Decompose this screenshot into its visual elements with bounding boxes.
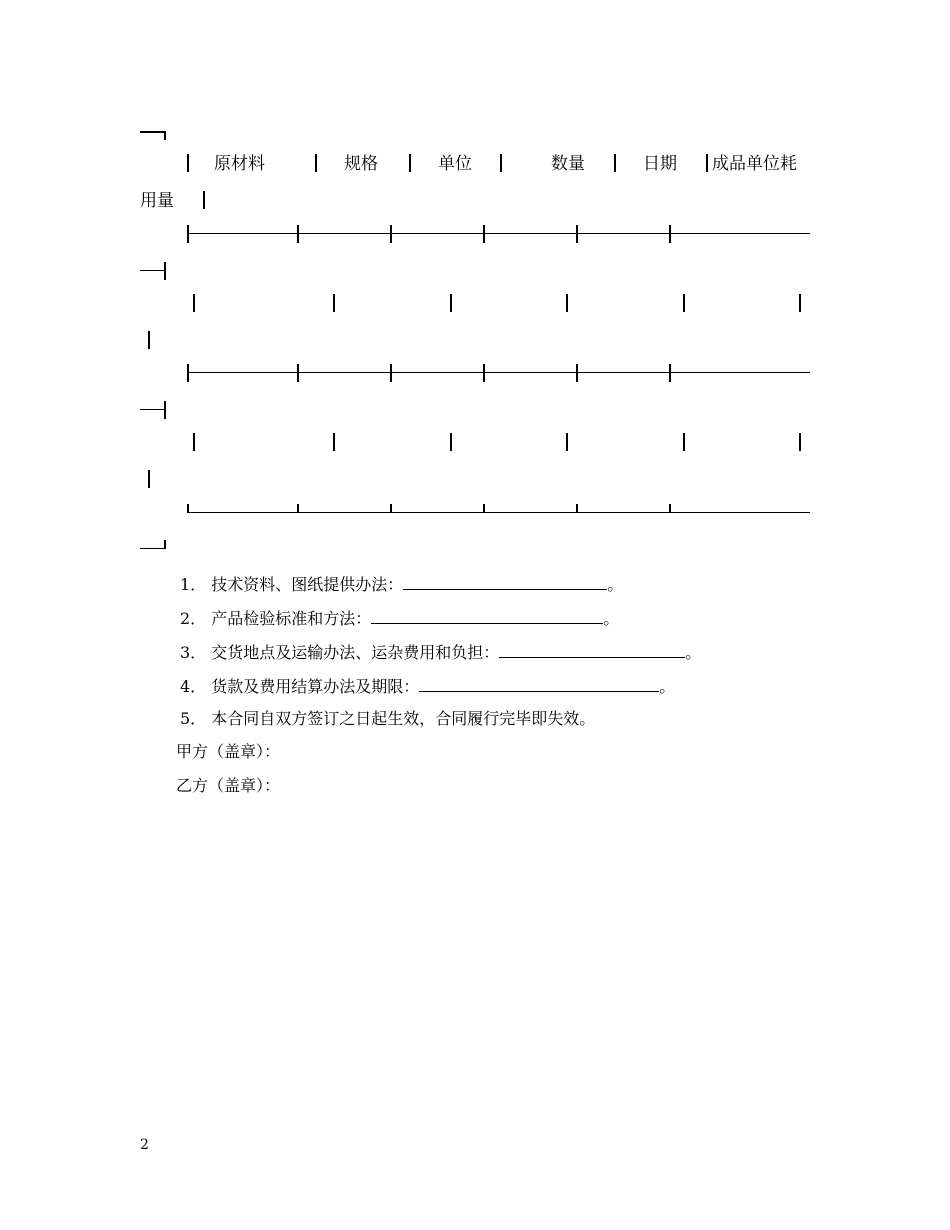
table-cell-border	[297, 364, 299, 382]
header-unit-consumption: 成品单位耗	[712, 154, 797, 174]
table-cell-border	[187, 504, 189, 513]
table-cell-border	[450, 433, 452, 451]
fill-in-blank	[499, 643, 685, 658]
table-cell-border	[333, 294, 335, 312]
table-cell-border	[683, 433, 685, 451]
table-cell-border	[614, 154, 616, 172]
table-cell-border	[390, 225, 392, 243]
clause-number: 2．	[180, 609, 207, 628]
clause-number: 3．	[180, 643, 207, 662]
clause-text: 交货地点及运输办法、运杂费用和负担：	[211, 643, 500, 662]
table-row-separator-wrap	[140, 409, 166, 410]
table-corner-top	[140, 131, 166, 133]
table-cell-border	[148, 331, 150, 349]
signature-party-a: 甲方（盖章）：	[176, 742, 281, 761]
table-cell-border	[315, 154, 317, 172]
table-cell-border	[566, 294, 568, 312]
table-cell-border	[164, 401, 166, 419]
table-cell-border	[203, 191, 205, 209]
table-cell-border	[297, 504, 299, 513]
table-bottom-border-wrap	[140, 548, 166, 549]
table-cell-border	[148, 470, 150, 488]
table-cell-border	[390, 364, 392, 382]
table-cell-border	[187, 154, 189, 172]
clause-text: 货款及费用结算办法及期限：	[211, 677, 420, 696]
table-cell-border	[450, 294, 452, 312]
clause-5	[180, 709, 595, 729]
table-cell-border	[669, 364, 671, 382]
table-cell-border	[390, 504, 392, 513]
table-cell-border	[333, 433, 335, 451]
clause-end: 。	[685, 643, 702, 662]
header-spec: 规格	[344, 154, 378, 174]
clause-3	[180, 643, 701, 663]
fill-in-blank	[419, 677, 659, 692]
table-cell-border	[683, 294, 685, 312]
table-cell-border	[576, 225, 578, 243]
table-cell-border	[483, 504, 485, 513]
table-row-separator	[187, 233, 810, 234]
table-cell-border	[566, 433, 568, 451]
table-cell-border	[193, 433, 195, 451]
page-number: 2	[140, 1137, 149, 1153]
table-cell-border	[576, 504, 578, 513]
header-unit: 单位	[438, 154, 472, 174]
clause-end: 。	[603, 609, 620, 628]
table-cell-border	[164, 540, 166, 549]
header-unit-consumption-wrap: 用量	[140, 191, 174, 211]
clause-2	[180, 609, 619, 629]
header-quantity: 数量	[551, 154, 585, 174]
clause-number: 4．	[180, 677, 207, 696]
table-corner-top-down	[164, 131, 166, 140]
table-cell-border	[164, 262, 166, 280]
table-row-separator-wrap	[140, 270, 166, 271]
fill-in-blank	[403, 575, 607, 590]
table-cell-border	[483, 364, 485, 382]
fill-in-blank	[371, 609, 603, 624]
table-cell-border	[799, 294, 801, 312]
header-raw-material: 原材料	[214, 154, 265, 174]
table-row-separator	[187, 372, 810, 373]
table-cell-border	[409, 154, 411, 172]
table-cell-border	[669, 504, 671, 513]
clause-1	[180, 575, 623, 595]
table-cell-border	[483, 225, 485, 243]
table-cell-border	[669, 225, 671, 243]
clause-end: 。	[607, 575, 624, 594]
table-cell-border	[576, 364, 578, 382]
clause-number: 5．	[180, 709, 207, 728]
table-bottom-border	[187, 512, 810, 513]
table-cell-border	[799, 433, 801, 451]
table-cell-border	[193, 294, 195, 312]
clause-text: 产品检验标准和方法：	[211, 609, 372, 628]
clause-number: 1．	[180, 575, 207, 594]
table-cell-border	[297, 225, 299, 243]
signature-party-b: 乙方（盖章）：	[176, 776, 281, 795]
table-cell-border	[706, 154, 708, 172]
clause-text: 技术资料、图纸提供办法：	[211, 575, 404, 594]
header-date: 日期	[643, 154, 677, 174]
clause-end: 。	[659, 677, 676, 696]
table-cell-border	[187, 364, 189, 382]
table-cell-border	[500, 154, 502, 172]
clause-4	[180, 677, 675, 697]
table-cell-border	[187, 225, 189, 243]
clause-text: 本合同自双方签订之日起生效，合同履行完毕即失效。	[211, 709, 596, 728]
